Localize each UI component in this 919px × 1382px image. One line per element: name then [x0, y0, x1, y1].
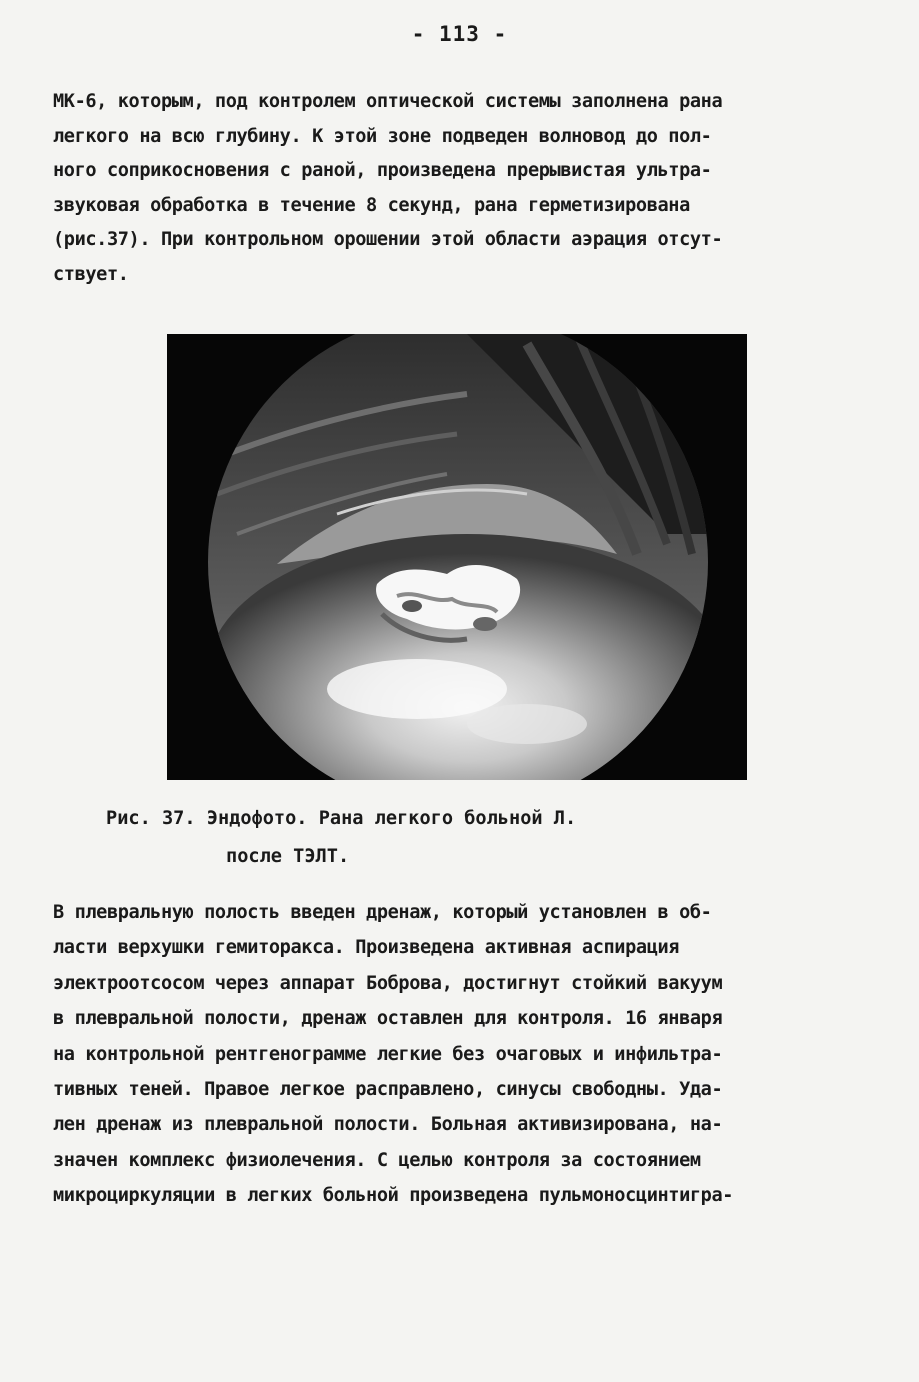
text-line: (рис.37). При контрольном орошении этой области аэрация отсут-	[53, 229, 723, 251]
endoscopic-photo-image	[167, 334, 747, 780]
text-line: легкого на всю глубину. К этой зоне подведен волновод до пол-	[53, 125, 712, 147]
text-line: лен дренаж из плевральной полости. Больная активизирована, на-	[53, 1114, 723, 1136]
paragraph-top	[53, 85, 883, 293]
text-line: звуковая обработка в течение 8 секунд, рана герметизирована	[53, 194, 690, 216]
text-line: МК-6, которым, под контролем оптической системы заполнена рана	[53, 91, 723, 112]
text-line: значен комплекс физиолечения. С целью контроля за состоянием	[53, 1149, 701, 1171]
text-line: микроциркуляции в легких больной произведена пульмоносцинтигра-	[53, 1185, 734, 1207]
text-line: ного соприкосновения с раной, произведена прерывистая ультра-	[53, 160, 712, 182]
text-line: в плевральной полости, дренаж оставлен для контроля. 16 января	[53, 1008, 723, 1030]
text-line: ласти верхушки гемиторакса. Произведена активная аспирация	[53, 937, 680, 959]
text-line: тивных теней. Правое легкое расправлено, синусы свободны. Уда-	[53, 1079, 723, 1101]
figure-caption-line-2: после ТЭЛТ.	[226, 846, 350, 867]
text-line: электроотсосом через аппарат Боброва, достигнут стойкий вакуум	[53, 972, 723, 994]
text-line: на контрольной рентгенограмме легкие без очаговых и инфильтра-	[53, 1043, 723, 1065]
text-line: В плевральную полость введен дренаж, который установлен в об-	[53, 902, 712, 923]
endoscopic-photo	[167, 334, 747, 780]
text-line: ствует.	[53, 263, 129, 285]
figure-caption-line-1: Рис. 37. Эндофото. Рана легкого больной Л.	[106, 808, 577, 829]
paragraph-bottom	[53, 895, 883, 1214]
page-number: - 113 -	[411, 22, 508, 46]
